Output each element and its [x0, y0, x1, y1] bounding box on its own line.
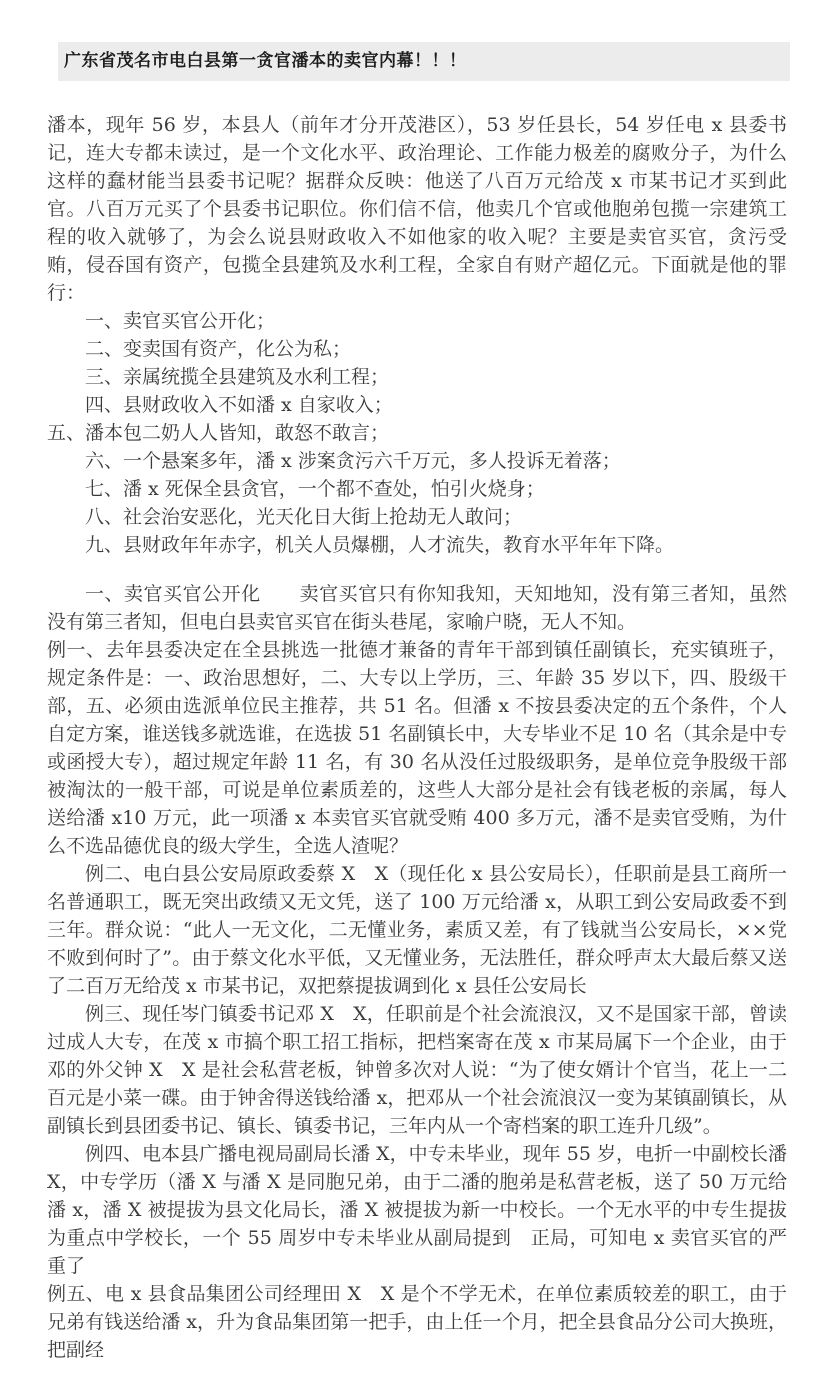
crimes-list [47, 307, 787, 559]
section-heading-paragraph: 一、卖官买官公开化 卖官买官只有你知我知，天知地知，没有第三者知，虽然没有第三者知，但电白县卖官买官在街头巷尾，家喻户晓，无人不知。 [47, 583, 787, 633]
example-1-paragraph: 例一、去年县委决定在全县挑选一批德才兼备的青年干部到镇任副镇长，充实镇班子，规定条件是：一、政治思想好，二、大专以上学历，三、年龄 35 岁以下，四、股级干部，五、必须由选派单位民主推荐，共 51 名。但潘 x 不按县委决定的五个条件，个人自定方案，谁送钱多就选谁，在选拔 51 名副镇长中，大专毕业不足 10 名（其余是中专或函授大专），超过规定年龄 11 名，有 30 名从没任过股级职务，是单位竞争股级干部被淘汰的一般干部，可说是单位素质差的，这些人大部分是社会有钱老板的亲属，每人送给潘 x10 万元，此一项潘 x 本卖官买官就受贿 400 多万元，潘不是卖官受贿，为什么不选品德优良的级大学生，全选人渣呢？ [47, 639, 787, 857]
crime-item-9: 九、县财政年年赤字，机关人员爆棚，人才流失，教育水平年年下降。 [85, 534, 675, 556]
example-3-paragraph: 例三、现任岑门镇委书记邓 X X，任职前是个社会流浪汉，又不是国家干部，曾读过成人大专，在茂 x 市搞个职工招工指标，把档案寄在茂 x 市某局属下一个企业，由于邓的外父钟 X X 是社会私营老板，钟曾多次对人说：“为了使女婿计个官当，花上一二百元是小菜一碟。由于钟舍得送钱给潘 x，把邓从一个社会流浪汉一变为某镇副镇长，从副镇长到县团委书记、镇长、镇委书记，三年内从一个寄档案的职工连升几级”。 [47, 1003, 787, 1137]
crime-item-4: 四、县财政收入不如潘 x 自家收入； [85, 394, 393, 416]
document-page [0, 42, 828, 1386]
intro-paragraph: 潘本，现年 56 岁，本县人（前年才分开茂港区），53 岁任县长，54 岁任电 x 县委书记，连大专都未读过，是一个文化水平、政治理论、工作能力极差的腐败分子，为什么这样的蠢材能当县委书记呢？据群众反映：他送了八百万元给茂 x 市某书记才买到此官。八百万元买了个县委书记职位。你们信不信，他卖几个官或他胞弟包揽一宗建筑工程的收入就够了，为会么说县财政收入不如他家的收入呢？主要是卖官买官，贪污受贿，侵吞国有资产，包揽全县建筑及水利工程，全家自有财产超亿元。下面就是他的罪行： [47, 114, 787, 304]
crime-item-5: 五、潘本包二奶人人皆知，敢怒不敢言； [47, 422, 390, 444]
example-4-paragraph: 例四、电本县广播电视局副局长潘 X，中专未毕业，现年 55 岁，电折一中副校长潘 X，中专学历（潘 X 与潘 X 是同胞兄弟，由于二潘的胞弟是私营老板，送了 50 万元给潘 x，潘 X 被提拔为县文化局长，潘 X 被提拔为新一中校长。一个无水平的中专生提拔为重点中学校长，一个 55 周岁中专未毕业从副局提到 正局，可知电 x 卖官买官的严重了 [47, 1143, 787, 1277]
bottom-padding [47, 1364, 787, 1386]
crime-item-1: 一、卖官买官公开化； [85, 310, 276, 332]
article-title-bar [58, 42, 790, 81]
example-2-paragraph: 例二、电白县公安局原政委蔡 X X（现任化 x 县公安局长），任职前是县工商所一名普通职工，既无突出政绩又无文凭，送了 100 万元给潘 x，从职工到公安局政委不到三年。群众说：“此人一无文化，二无懂业务，素质又差，有了钱就当公安局长，××党不败到何时了”。由于蔡文化水平低，又无懂业务，无法胜任，群众呼声太大最后蔡又送了二百万无给茂 x 市某书记，双把蔡提拔调到化 x 县任公安局长 [47, 863, 787, 997]
crime-item-8: 八、社会治安恶化，光天化日大街上抢劫无人敢问； [85, 506, 523, 528]
article-title: 广东省茂名市电白县第一贪官潘本的卖官内幕！！！ [64, 51, 467, 71]
blank-line [47, 559, 787, 580]
crime-item-6: 六、一个悬案多年，潘 x 涉案贪污六千万元，多人投诉无着落； [85, 450, 621, 472]
article-body [47, 111, 787, 1386]
crime-item-7: 七、潘 x 死保全县贪官，一个都不查处，怕引火烧身； [85, 478, 545, 500]
crime-item-2: 二、变卖国有资产，化公为私； [85, 338, 352, 360]
crime-item-3: 三、亲属统揽全县建筑及水利工程； [85, 366, 390, 388]
example-5-paragraph: 例五、电 x 县食品集团公司经理田 X X 是个不学无术，在单位素质较差的职工，由于兄弟有钱送给潘 x，升为食品集团第一把手，由上任一个月，把全县食品分公司大换班，把副经 [47, 1283, 787, 1361]
